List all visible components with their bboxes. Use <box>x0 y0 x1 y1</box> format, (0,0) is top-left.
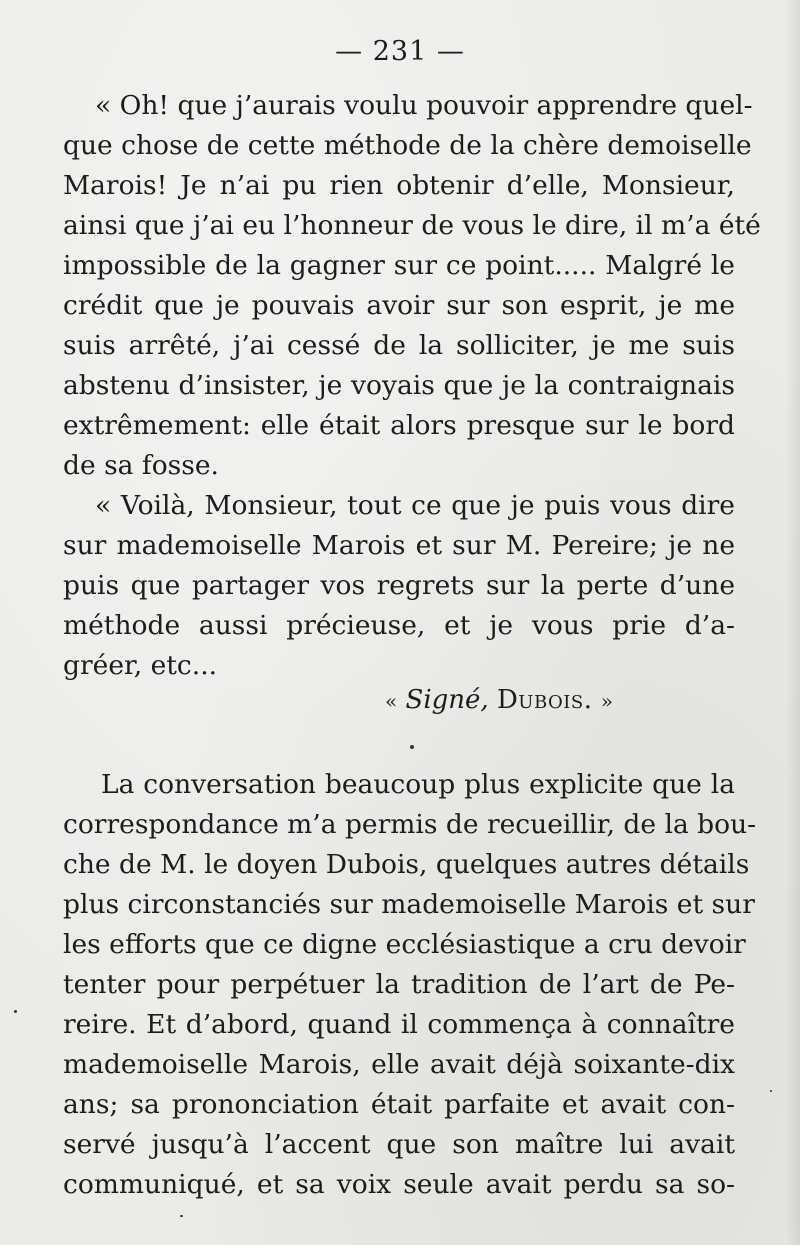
text-line: « Oh! que j’aurais voulu pouvoir apprendre quel- <box>95 90 753 121</box>
paper-speck <box>770 1090 772 1092</box>
paper-speck <box>410 745 414 749</box>
text-line: abstenu d’insister, je voyais que je la contraignais <box>63 370 735 401</box>
signature-open-quote: « <box>385 689 398 713</box>
text-line: gréer, etc... <box>63 650 218 681</box>
text-line: « Voilà, Monsieur, tout ce que je puis vous dire <box>95 490 735 521</box>
text-line: La conversation beaucoup plus explicite que la <box>101 769 735 800</box>
text-line: communiqué, et sa voix seule avait perdu sa so- <box>63 1169 735 1200</box>
paragraph-narrative <box>63 765 757 1205</box>
signature-name: Dubois. <box>496 685 593 715</box>
text-line: extrêmement: elle était alors presque sur le bord <box>63 410 735 441</box>
text-line: che de M. le doyen Dubois, quelques autres détails <box>63 849 750 880</box>
paper-speck <box>180 1215 183 1217</box>
text-line: les efforts que ce digne ecclésiastique a cru devoir <box>63 929 746 960</box>
text-line: ans; sa prononciation était parfaite et avait con- <box>63 1089 735 1120</box>
text-line: mademoiselle Marois, elle avait déjà soixante-dix <box>63 1049 735 1080</box>
text-line: ainsi que j’ai eu l’honneur de vous le dire, il m’a été <box>63 210 761 241</box>
text-line: Marois! Je n’ai pu rien obtenir d’elle, Monsieur, <box>63 170 735 201</box>
text-line: servé jusqu’à l’accent que son maître lui avait <box>63 1129 735 1160</box>
text-line: reire. Et d’abord, quand il commença à connaître <box>63 1009 735 1040</box>
signature-signe: Signé, <box>405 685 489 715</box>
paragraph-letter-part-1 <box>63 86 761 486</box>
text-line: méthode aussi précieuse, et je vous prie d’a- <box>63 610 735 641</box>
text-line: que chose de cette méthode de la chère demoiselle <box>63 130 752 161</box>
signature-close-quote: » <box>600 689 614 713</box>
text-line: correspondance m’a permis de recueillir, de la bou- <box>63 809 757 840</box>
text-line: crédit que je pouvais avoir sur son esprit, je me <box>63 290 735 321</box>
letter-signature <box>385 685 613 715</box>
page-number: — 231 — <box>335 36 465 67</box>
text-line: sur mademoiselle Marois et sur M. Pereire; je ne <box>63 530 735 561</box>
paragraph-letter-part-2 <box>63 486 735 686</box>
text-line: impossible de la gagner sur ce point..... Malgré le <box>63 250 735 281</box>
text-line: plus circonstanciés sur mademoiselle Marois et sur <box>63 889 755 920</box>
page-edge-shadow <box>786 0 800 1245</box>
text-line: tenter pour perpétuer la tradition de l’art de Pe- <box>63 969 735 1000</box>
paper-speck <box>14 1010 17 1013</box>
text-line: de sa fosse. <box>63 450 219 481</box>
text-line: puis que partager vos regrets sur la perte d’une <box>63 570 735 601</box>
text-line: suis arrêté, j’ai cessé de la solliciter, je me suis <box>63 330 735 361</box>
